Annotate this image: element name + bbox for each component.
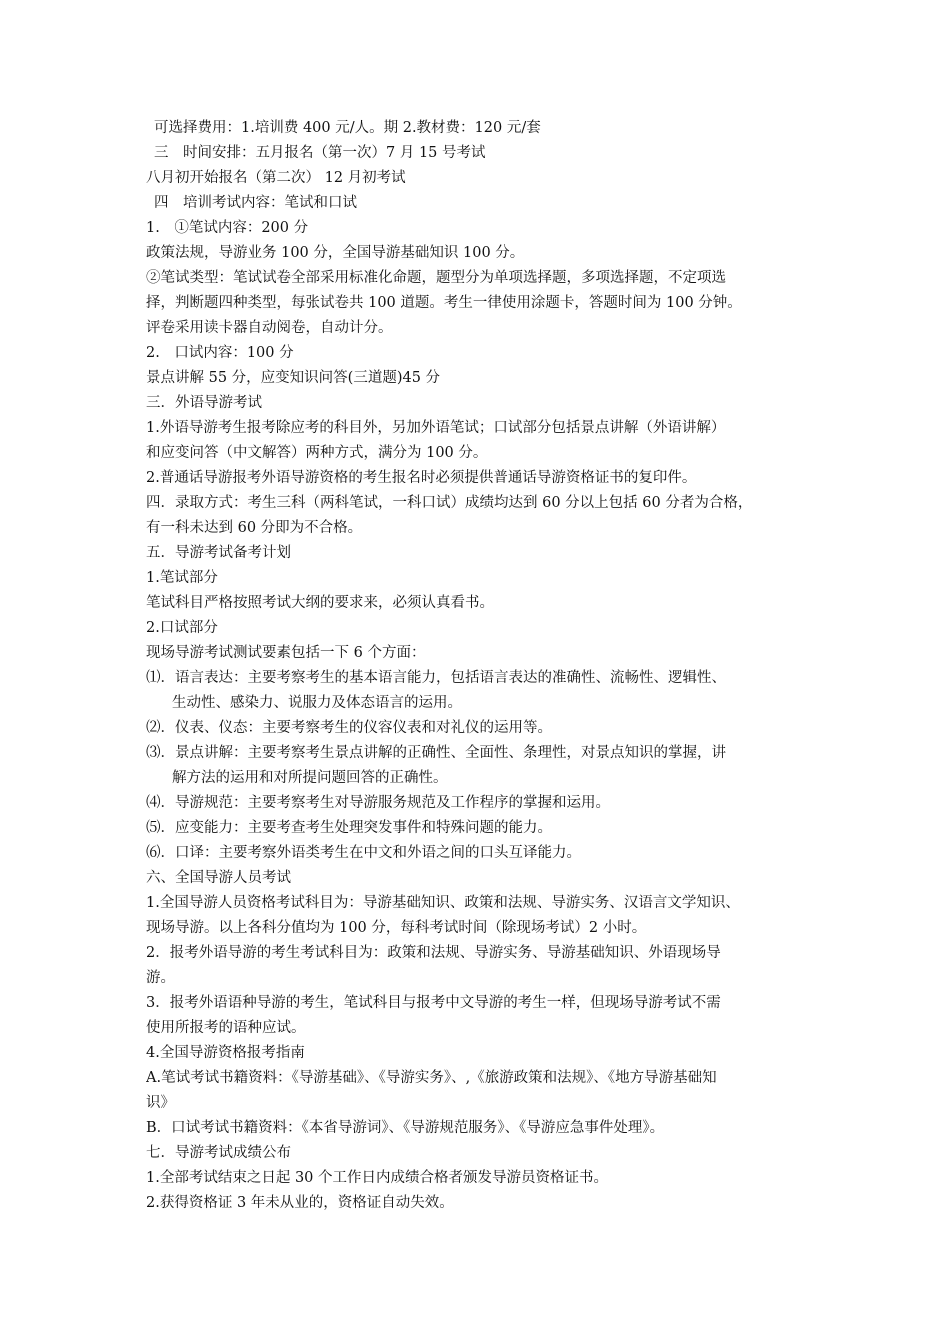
- text-line: 政策法规，导游业务 100 分，全国导游基础知识 100 分。: [146, 245, 525, 261]
- text-line: 七．导游考试成绩公布: [146, 1145, 291, 1161]
- text-line: 三．外语导游考试: [146, 395, 262, 411]
- document-body: [146, 116, 810, 1216]
- text-line: 和应变问答（中文解答）两种方式，满分为 100 分。: [146, 445, 488, 461]
- text-line: 2．报考外语导游的考生考试科目为：政策和法规、导游实务、导游基础知识、外语现场导: [146, 945, 721, 961]
- text-line: 游。: [146, 970, 175, 986]
- text-line: A.笔试考试书籍资料：《导游基础》、《导游实务》、,《旅游政策和法规》、《地方导游基础知: [146, 1070, 717, 1086]
- text-line: ⑸．应变能力：主要考查考生处理突发事件和特殊问题的能力。: [146, 820, 552, 836]
- text-line: 现场导游。以上各科分值均为 100 分，每科考试时间（除现场考试）2 小时。: [146, 920, 647, 936]
- text-line: ⑶．景点讲解：主要考察考生景点讲解的正确性、全面性、条理性，对景点知识的掌握，讲: [146, 745, 726, 761]
- text-line: 有一科未达到 60 分即为不合格。: [146, 520, 363, 536]
- text-line: 六、全国导游人员考试: [146, 870, 291, 886]
- text-line: 四．录取方式：考生三科（两科笔试，一科口试）成绩均达到 60 分以上包括 60 分者为合格，: [146, 495, 753, 511]
- text-line: 识》: [146, 1095, 175, 1111]
- text-line: B．口试考试书籍资料：《本省导游词》、《导游规范服务》、《导游应急事件处理》。: [146, 1120, 665, 1136]
- text-line: 1. ①笔试内容：200 分: [146, 220, 309, 236]
- text-line: 四 培训考试内容：笔试和口试: [154, 195, 357, 211]
- text-line: 1.全国导游人员资格考试科目为：导游基础知识、政策和法规、导游实务、汉语言文学知识、: [146, 895, 740, 911]
- text-line: 生动性、感染力、说服力及体态语言的运用。: [172, 695, 462, 711]
- text-line: 笔试科目严格按照考试大纲的要求来，必须认真看书。: [146, 595, 494, 611]
- text-line: ②笔试类型：笔试试卷全部采用标准化命题，题型分为单项选择题，多项选择题，不定项选: [146, 270, 726, 286]
- text-line: 三 时间安排：五月报名（第一次）7 月 15 号考试: [154, 145, 486, 161]
- text-line: ⑷．导游规范：主要考察考生对导游服务规范及工作程序的掌握和运用。: [146, 795, 610, 811]
- text-line: 解方法的运用和对所提问题回答的正确性。: [172, 770, 448, 786]
- text-line: 景点讲解 55 分，应变知识问答(三道题)45 分: [146, 370, 441, 386]
- text-line: ⑵．仪表、仪态：主要考察考生的仪容仪表和对礼仪的运用等。: [146, 720, 552, 736]
- text-line: 1.外语导游考生报考除应考的科目外，另加外语笔试；口试部分包括景点讲解（外语讲解）: [146, 420, 726, 436]
- text-line: 评卷采用读卡器自动阅卷，自动计分。: [146, 320, 393, 336]
- text-line: 1.笔试部分: [146, 570, 218, 586]
- text-line: 择，判断题四种类型，每张试卷共 100 道题。考生一律使用涂题卡，答题时间为 100 分钟。: [146, 295, 742, 311]
- text-line: ⑴．语言表达：主要考察考生的基本语言能力，包括语言表达的准确性、流畅性、逻辑性、: [146, 670, 726, 686]
- text-line: ⑹．口译：主要考察外语类考生在中文和外语之间的口头互译能力。: [146, 845, 581, 861]
- text-line: 五．导游考试备考计划: [146, 545, 291, 561]
- text-line: 2.普通话导游报考外语导游资格的考生报名时必须提供普通话导游资格证书的复印件。: [146, 470, 697, 486]
- text-line: 2.口试部分: [146, 620, 218, 636]
- text-line: 2. 口试内容：100 分: [146, 345, 294, 361]
- text-line: 可选择费用：1.培训费 400 元/人。期 2.教材费：120 元/套: [154, 120, 541, 136]
- text-line: 八月初开始报名（第二次） 12 月初考试: [146, 170, 406, 186]
- text-line: 2.获得资格证 3 年未从业的，资格证自动失效。: [146, 1195, 454, 1211]
- text-line: 使用所报考的语种应试。: [146, 1020, 306, 1036]
- text-line: 1.全部考试结束之日起 30 个工作日内成绩合格者颁发导游员资格证书。: [146, 1170, 609, 1186]
- text-line: 3．报考外语语种导游的考生，笔试科目与报考中文导游的考生一样，但现场导游考试不需: [146, 995, 721, 1011]
- text-line: 现场导游考试测试要素包括一下 6 个方面：: [146, 645, 426, 661]
- text-line: 4.全国导游资格报考指南: [146, 1045, 305, 1061]
